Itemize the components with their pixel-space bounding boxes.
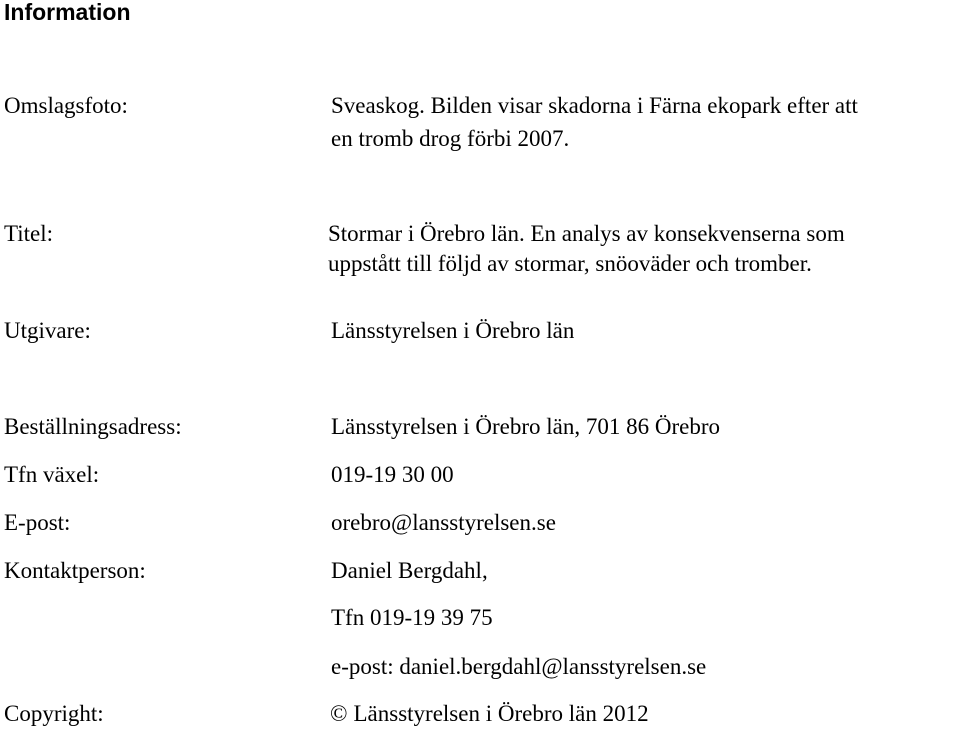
cover-photo-value-line2: en tromb drog förbi 2007. xyxy=(331,126,570,151)
title-value-line2: uppstått till följd av stormar, snöoväder och tromber. xyxy=(328,251,812,276)
copyright-value: Länsstyrelsen i Örebro län 2012 xyxy=(353,701,649,726)
order-address-label: Beställningsadress: xyxy=(4,414,182,439)
email-value[interactable]: orebro@lansstyrelsen.se xyxy=(331,510,556,535)
page-heading: Information xyxy=(4,0,131,25)
email-label: E-post: xyxy=(4,510,71,535)
copyright-value-wrap xyxy=(330,699,649,729)
contact-name: Daniel Bergdahl, xyxy=(331,558,488,583)
switchboard-label: Tfn växel: xyxy=(4,462,100,487)
cover-photo-label: Omslagsfoto: xyxy=(4,93,128,118)
switchboard-value: 019-19 30 00 xyxy=(331,462,454,487)
title-value-line1: Stormar i Örebro län. En analys av konsekvenserna som xyxy=(328,221,845,246)
title-label: Titel: xyxy=(4,221,54,246)
contact-email[interactable]: e-post: daniel.bergdahl@lansstyrelsen.se xyxy=(331,654,707,679)
contact-phone: Tfn 019-19 39 75 xyxy=(331,605,493,630)
copyright-label: Copyright: xyxy=(4,701,104,726)
publisher-label: Utgivare: xyxy=(4,318,91,343)
contact-label: Kontaktperson: xyxy=(4,558,146,583)
copyright-icon: © xyxy=(330,701,348,726)
cover-photo-value-line1: Sveaskog. Bilden visar skadorna i Färna ekopark efter att xyxy=(331,93,858,118)
publisher-value: Länsstyrelsen i Örebro län xyxy=(331,318,575,343)
order-address-value: Länsstyrelsen i Örebro län, 701 86 Örebro xyxy=(331,414,720,439)
